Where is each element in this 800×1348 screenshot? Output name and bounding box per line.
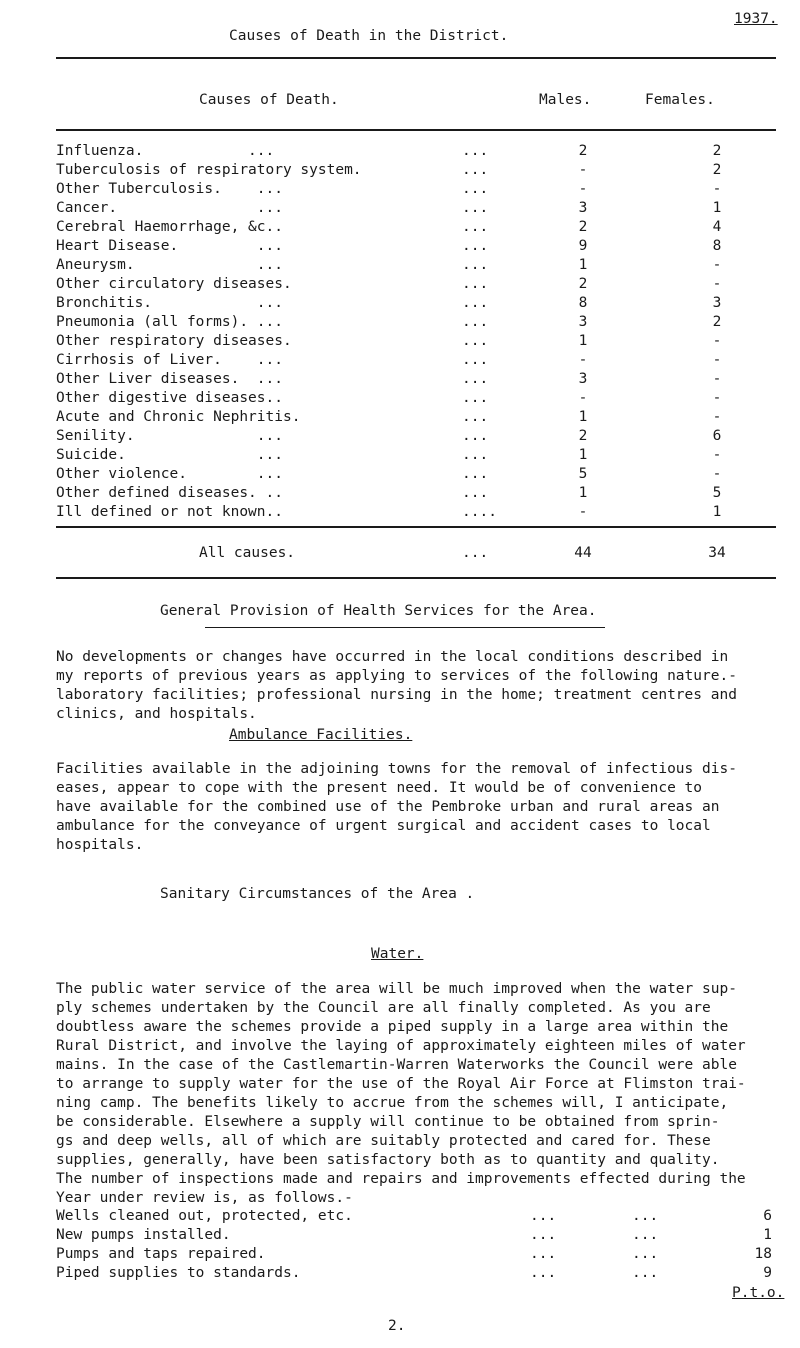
females-value: -: [712, 390, 722, 406]
item-value: 18: [754, 1246, 772, 1262]
females-value: 5: [712, 485, 722, 501]
leader-dots: ...: [462, 143, 489, 159]
males-value: -: [578, 504, 588, 520]
paragraph-line: clinics, and hospitals.: [56, 706, 257, 722]
cause-label: Cirrhosis of Liver. ...: [56, 352, 283, 368]
leader-dots: ...: [632, 1265, 659, 1281]
col-header-cause: Causes of Death.: [199, 92, 339, 108]
females-value: -: [712, 181, 722, 197]
general-provision-paragraph: [56, 648, 776, 724]
paragraph-line: hospitals.: [56, 837, 144, 853]
cause-label: Influenza. ...: [56, 143, 275, 159]
item-value: 1: [763, 1227, 772, 1243]
females-value: 1: [712, 504, 722, 520]
females-value: -: [712, 352, 722, 368]
paragraph-line: ply schemes undertaken by the Council are all finally completed. As you are: [56, 1000, 711, 1016]
cause-label: Other digestive diseases..: [56, 390, 283, 406]
leader-dots: ...: [462, 447, 489, 463]
males-value: 1: [578, 409, 588, 425]
males-value: 2: [578, 428, 588, 444]
table-row: [0, 143, 800, 163]
table-header-rule: [56, 129, 776, 131]
males-value: 3: [578, 200, 588, 216]
table-row: [0, 352, 800, 372]
leader-dots: ...: [462, 466, 489, 482]
leader-dots: ...: [462, 371, 489, 387]
table-row: [0, 447, 800, 467]
males-total: 44: [574, 545, 592, 561]
paragraph-line: eases, appear to cope with the present need. It would be of convenience to: [56, 780, 703, 796]
leader-dots: ...: [530, 1265, 557, 1281]
cause-label: Ill defined or not known..: [56, 504, 283, 520]
males-value: -: [578, 352, 588, 368]
females-value: 3: [712, 295, 722, 311]
males-value: 3: [578, 371, 588, 387]
males-value: -: [578, 162, 588, 178]
males-value: 1: [578, 257, 588, 273]
table-row: [0, 257, 800, 277]
leader-dots: ...: [632, 1227, 659, 1243]
males-value: 1: [578, 485, 588, 501]
cause-label: Cancer. ...: [56, 200, 283, 216]
table-row: [0, 276, 800, 296]
table-row: [0, 466, 800, 486]
females-value: -: [712, 447, 722, 463]
ambulance-paragraph: [56, 760, 776, 855]
males-value: 5: [578, 466, 588, 482]
males-value: 8: [578, 295, 588, 311]
table-row: [0, 371, 800, 391]
males-value: -: [578, 390, 588, 406]
general-provision-heading: General Provision of Health Services for the Area.: [160, 603, 597, 619]
table-row: [0, 200, 800, 220]
leader-dots: ...: [462, 545, 489, 561]
totals-label: All causes.: [199, 545, 296, 561]
females-total: 34: [708, 545, 726, 561]
totals-row: [0, 545, 800, 565]
please-turn-over: P.t.o.: [732, 1285, 785, 1301]
paragraph-line: supplies, generally, have been satisfactory both as to quantity and quality.: [56, 1152, 720, 1168]
paragraph-line: No developments or changes have occurred in the local conditions described in: [56, 649, 729, 665]
table-row: [0, 390, 800, 410]
paragraph-line: ambulance for the conveyance of urgent surgical and accident cases to local: [56, 818, 711, 834]
item-value: 9: [763, 1265, 772, 1281]
cause-label: Senility. ...: [56, 428, 283, 444]
leader-dots: ...: [462, 409, 489, 425]
cause-label: Other respiratory diseases.: [56, 333, 292, 349]
leader-dots: ....: [462, 504, 497, 520]
leader-dots: ...: [530, 1227, 557, 1243]
table-row: [0, 333, 800, 353]
item-label: Pumps and taps repaired.: [56, 1246, 266, 1262]
paragraph-line: gs and deep wells, all of which are suitably protected and cared for. These: [56, 1133, 711, 1149]
leader-dots: ...: [462, 200, 489, 216]
table-row: [0, 219, 800, 239]
males-value: 2: [578, 276, 588, 292]
paragraph-line: laboratory facilities; professional nursing in the home; treatment centres and: [56, 687, 737, 703]
water-heading: Water.: [371, 946, 424, 962]
table-row: [0, 504, 800, 524]
item-value: 6: [763, 1208, 772, 1224]
females-value: -: [712, 276, 722, 292]
females-value: 8: [712, 238, 722, 254]
table-row: [0, 162, 800, 182]
leader-dots: ...: [462, 276, 489, 292]
item-label: New pumps installed.: [56, 1227, 231, 1243]
paragraph-line: be considerable. Elsewhere a supply will continue to be obtained from sprin-: [56, 1114, 720, 1130]
page-title: Causes of Death in the District.: [229, 28, 509, 44]
leader-dots: ...: [462, 390, 489, 406]
females-value: 2: [712, 162, 722, 178]
cause-label: Bronchitis. ...: [56, 295, 283, 311]
report-year: 1937.: [734, 11, 778, 27]
cause-label: Tuberculosis of respiratory system.: [56, 162, 362, 178]
leader-dots: ...: [462, 238, 489, 254]
paragraph-line: The public water service of the area will be much improved when the water sup-: [56, 981, 737, 997]
females-value: 1: [712, 200, 722, 216]
table-row: [0, 314, 800, 334]
males-value: 3: [578, 314, 588, 330]
heading-underline: [205, 627, 605, 628]
cause-label: Other defined diseases. ..: [56, 485, 283, 501]
females-value: -: [712, 466, 722, 482]
paragraph-line: Year under review is, as follows.-: [56, 1190, 353, 1206]
cause-label: Heart Disease. ...: [56, 238, 283, 254]
leader-dots: ...: [462, 314, 489, 330]
table-row: [0, 181, 800, 201]
col-header-females: Females.: [645, 92, 715, 108]
ambulance-heading: Ambulance Facilities.: [229, 727, 413, 743]
table-row: [0, 485, 800, 505]
cause-label: Other Liver diseases. ...: [56, 371, 283, 387]
males-value: -: [578, 181, 588, 197]
item-label: Piped supplies to standards.: [56, 1265, 301, 1281]
page-number: 2.: [388, 1318, 406, 1334]
water-paragraph: [56, 980, 776, 1208]
paragraph-line: my reports of previous years as applying to services of the following nature.-: [56, 668, 737, 684]
leader-dots: ...: [632, 1208, 659, 1224]
males-value: 9: [578, 238, 588, 254]
females-value: -: [712, 257, 722, 273]
table-body-rule: [56, 526, 776, 528]
paragraph-line: Facilities available in the adjoining towns for the removal of infectious dis-: [56, 761, 737, 777]
leader-dots: ...: [462, 295, 489, 311]
leader-dots: ...: [462, 428, 489, 444]
leader-dots: ...: [462, 352, 489, 368]
females-value: 2: [712, 143, 722, 159]
table-row: [0, 238, 800, 258]
cause-label: Other circulatory diseases.: [56, 276, 292, 292]
leader-dots: ...: [462, 181, 489, 197]
females-value: 4: [712, 219, 722, 235]
leader-dots: ...: [462, 485, 489, 501]
cause-label: Pneumonia (all forms). ...: [56, 314, 283, 330]
females-value: -: [712, 371, 722, 387]
cause-label: Aneurysm. ...: [56, 257, 283, 273]
leader-dots: ...: [462, 333, 489, 349]
sanitary-heading: Sanitary Circumstances of the Area .: [160, 886, 475, 902]
cause-label: Other Tuberculosis. ...: [56, 181, 283, 197]
paragraph-line: mains. In the case of the Castlemartin-Warren Waterworks the Council were able: [56, 1057, 737, 1073]
inspection-item: [56, 1246, 776, 1266]
inspection-item: [56, 1208, 776, 1228]
title-rule: [56, 57, 776, 59]
totals-rule: [56, 577, 776, 579]
males-value: 2: [578, 219, 588, 235]
males-value: 1: [578, 333, 588, 349]
males-value: 2: [578, 143, 588, 159]
males-value: 1: [578, 447, 588, 463]
leader-dots: ...: [632, 1246, 659, 1262]
leader-dots: ...: [462, 219, 489, 235]
paragraph-line: to arrange to supply water for the use of the Royal Air Force at Flimston trai-: [56, 1076, 746, 1092]
paragraph-line: Rural District, and involve the laying of approximately eighteen miles of water: [56, 1038, 746, 1054]
cause-label: Other violence. ...: [56, 466, 283, 482]
table-row: [0, 409, 800, 429]
cause-label: Cerebral Haemorrhage, &c..: [56, 219, 283, 235]
paragraph-line: have available for the combined use of the Pembroke urban and rural areas an: [56, 799, 720, 815]
inspection-item: [56, 1227, 776, 1247]
females-value: -: [712, 333, 722, 349]
item-label: Wells cleaned out, protected, etc.: [56, 1208, 353, 1224]
cause-label: Acute and Chronic Nephritis.: [56, 409, 301, 425]
inspection-item: [56, 1265, 776, 1285]
leader-dots: ...: [530, 1246, 557, 1262]
leader-dots: ...: [462, 162, 489, 178]
leader-dots: ...: [462, 257, 489, 273]
paragraph-line: ning camp. The benefits likely to accrue from the schemes will, I anticipate,: [56, 1095, 729, 1111]
table-row: [0, 295, 800, 315]
females-value: 6: [712, 428, 722, 444]
paragraph-line: The number of inspections made and repairs and improvements effected during the: [56, 1171, 746, 1187]
col-header-males: Males.: [539, 92, 592, 108]
paragraph-line: doubtless aware the schemes provide a piped supply in a large area within the: [56, 1019, 729, 1035]
cause-label: Suicide. ...: [56, 447, 283, 463]
table-row: [0, 428, 800, 448]
leader-dots: ...: [530, 1208, 557, 1224]
females-value: 2: [712, 314, 722, 330]
females-value: -: [712, 409, 722, 425]
